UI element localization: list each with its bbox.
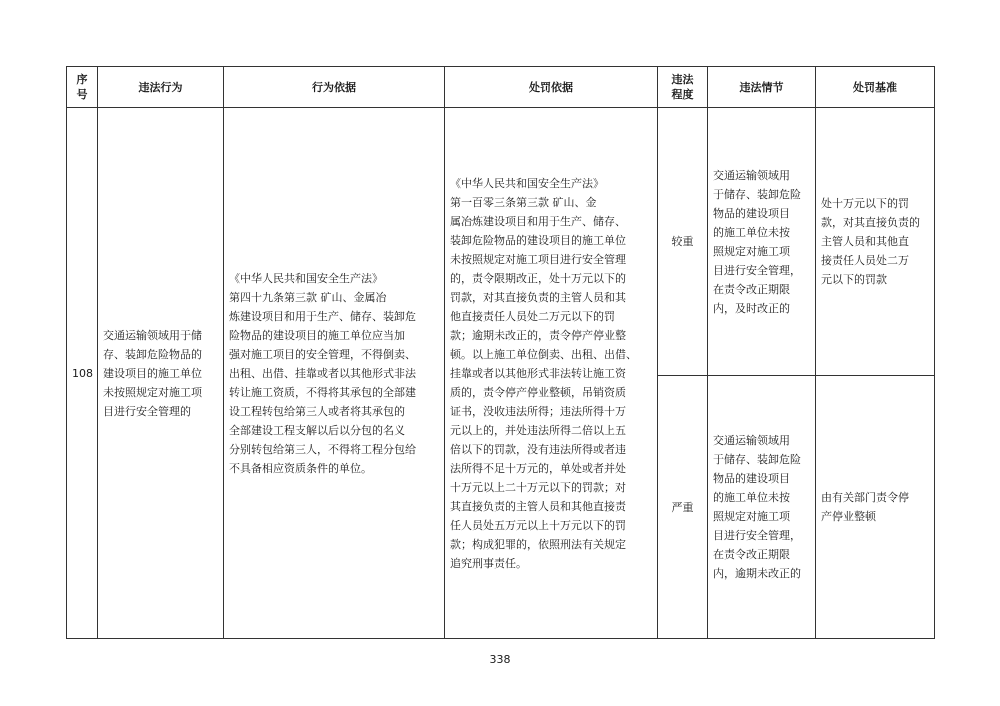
page-number: 338 — [489, 653, 511, 666]
table-row — [67, 108, 935, 376]
header-circumstance: 违法情节 — [708, 67, 816, 108]
legal-basis-cell: 《中华人民共和国安全生产法》 第四十九条第三款 矿山、金属冶 炼建设项目和用于生产、储存、装卸危 险物品的建设项目的施工单位应当加 强对施工项目的安全管理，不得倒卖、 出租、出借、挂靠或者以其他形式非法 转让施工资质，不得将其承包的全部建 设工程转包给第三人或者将其承包的 全部建设工程支解以后以分包的名义 分别转包给第三人，不得将工程分包给 不具备相应资质条件的单位。 — [224, 108, 445, 639]
penalty-standard-table — [66, 66, 935, 639]
severity-cell-moderate: 较重 — [658, 108, 708, 376]
header-legal-basis: 行为依据 — [224, 67, 445, 108]
penalty-standard-cell-moderate: 处十万元以下的罚 款，对其直接负责的 主管人员和其他直 接责任人员处二万 元以下的罚款 — [816, 108, 935, 376]
header-severity: 违法 程度 — [658, 67, 708, 108]
header-serial-number: 序 号 — [67, 67, 98, 108]
severity-cell-severe: 严重 — [658, 376, 708, 639]
penalty-standard-cell-severe: 由有关部门责令停 产停业整顿 — [816, 376, 935, 639]
header-penalty-standard: 处罚基准 — [816, 67, 935, 108]
table-header-row — [67, 67, 935, 108]
serial-number-cell: 108 — [67, 108, 98, 639]
circumstance-cell-severe: 交通运输领域用 于储存、装卸危险 物品的建设项目 的施工单位未按 照规定对施工项 目进行安全管理， 在责令改正期限 内，逾期未改正的 — [708, 376, 816, 639]
header-violation: 违法行为 — [98, 67, 224, 108]
circumstance-cell-moderate: 交通运输领域用 于储存、装卸危险 物品的建设项目 的施工单位未按 照规定对施工项 目进行安全管理， 在责令改正期限 内，及时改正的 — [708, 108, 816, 376]
penalty-basis-cell: 《中华人民共和国安全生产法》 第一百零三条第三款 矿山、金 属冶炼建设项目和用于生产、储存、 装卸危险物品的建设项目的施工单位 未按照规定对施工项目进行安全管理 的，责令限期改正，处十万元以下的 罚款，对其直接负责的主管人员和其 他直接责任人员处二万元以下的罚 款；逾期未改正的，责令停产停业整 顿。以上施工单位倒卖、出租、出借、 挂靠或者以其他形式非法转让施工资 质的，责令停产停业整顿，吊销资质 证书，没收违法所得；违法所得十万 元以上的，并处违法所得二倍以上五 倍以下的罚款，没有违法所得或者违 法所得不足十万元的，单处或者并处 十万元以上二十万元以下的罚款；对 其直接负责的主管人员和其他直接责 任人员处五万元以上十万元以下的罚 款；构成犯罪的，依照刑法有关规定 追究刑事责任。 — [445, 108, 658, 639]
header-penalty-basis: 处罚依据 — [445, 67, 658, 108]
violation-cell: 交通运输领域用于储 存、装卸危险物品的 建设项目的施工单位 未按照规定对施工项 目进行安全管理的 — [98, 108, 224, 639]
